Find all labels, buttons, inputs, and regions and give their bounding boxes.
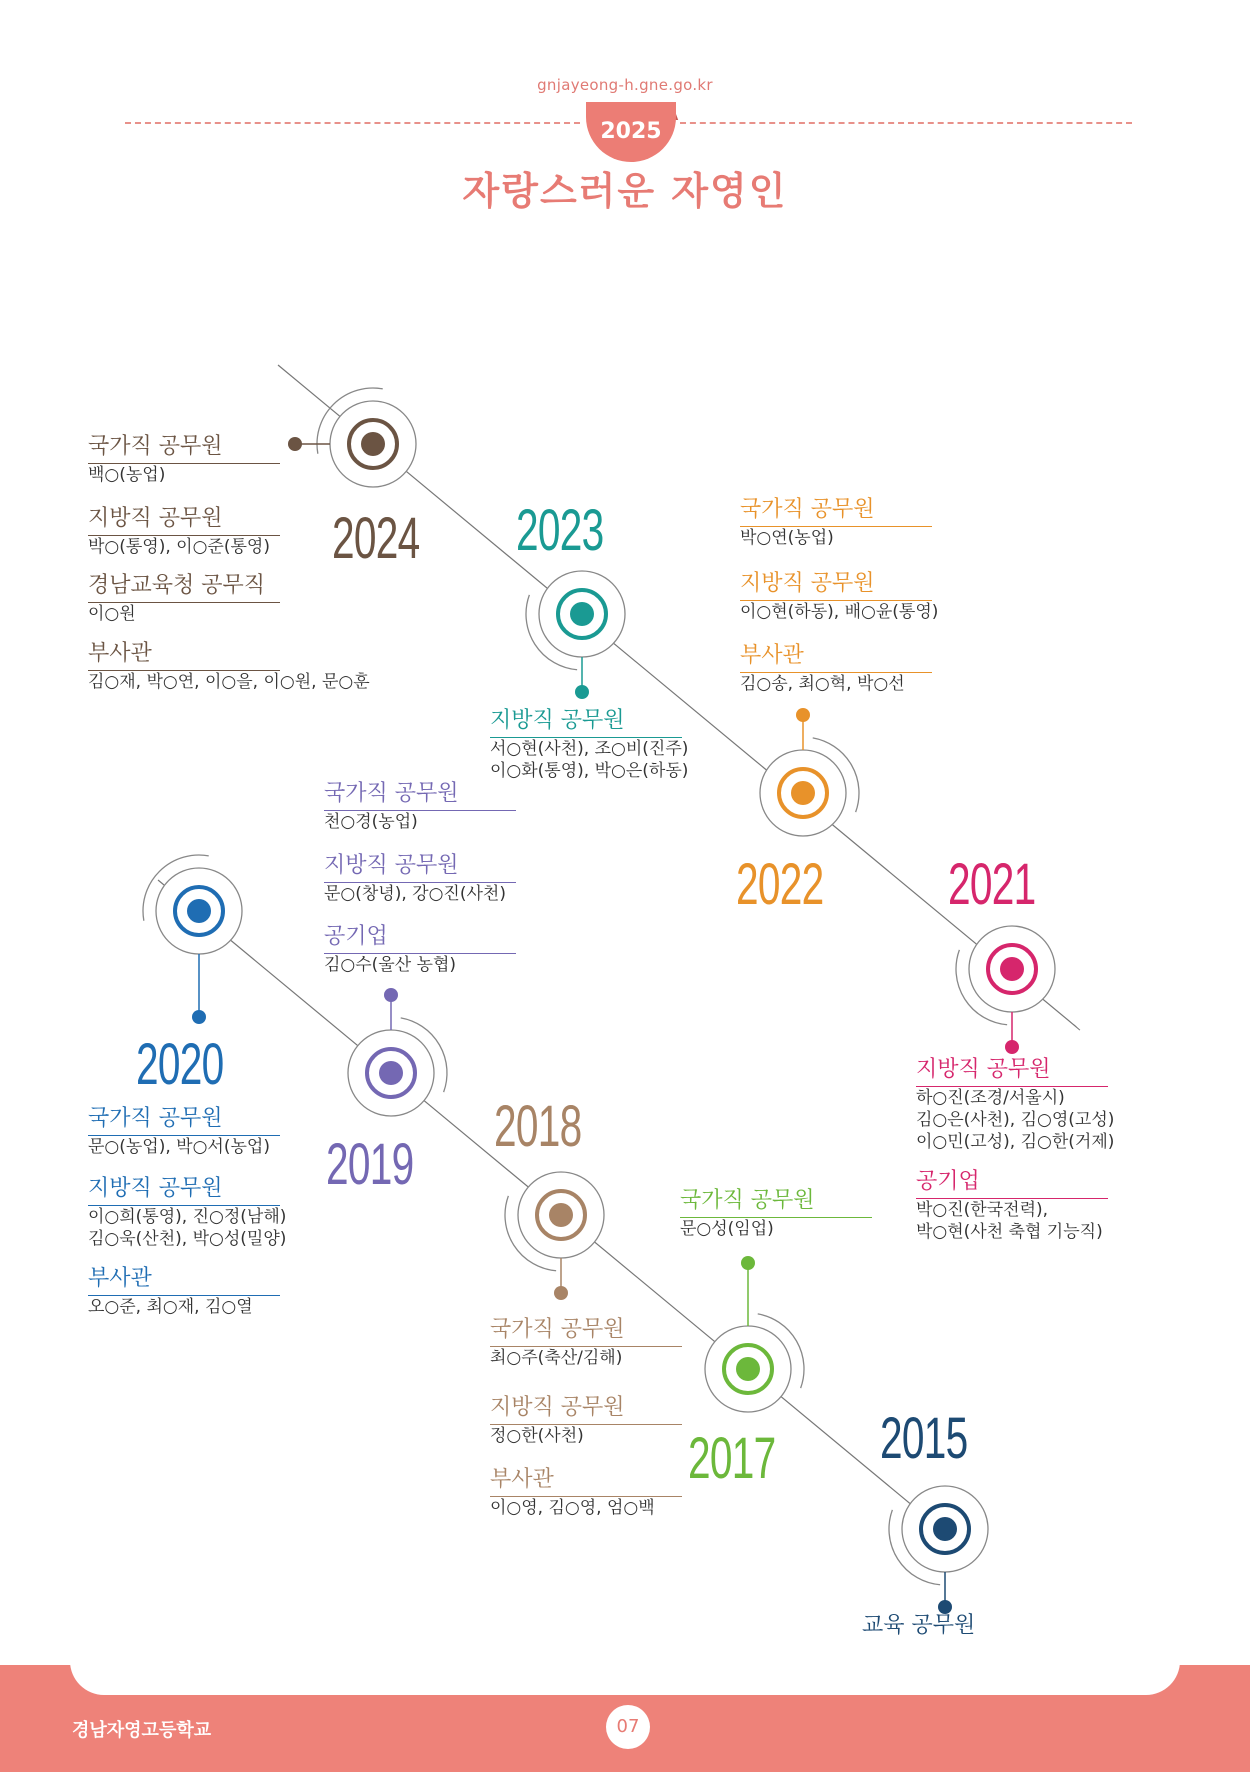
category-heading: 공기업	[324, 923, 516, 954]
name-line: 이○영, 김○영, 엄○백	[490, 1498, 655, 1518]
year-label-2024: 2024	[332, 506, 420, 571]
group-2018-1	[490, 1394, 682, 1447]
group-2021-1	[916, 1168, 1108, 1243]
name-line: 이○희(통영), 진○정(남해)	[88, 1207, 287, 1227]
year-label-2022: 2022	[736, 852, 824, 917]
group-2019-1	[324, 852, 516, 905]
year-label-2020: 2020	[136, 1032, 224, 1097]
name-line: 하○진(조경/서울시)	[916, 1088, 1065, 1108]
group-2019-0	[324, 780, 516, 833]
timeline-node-2015	[889, 1486, 988, 1614]
category-heading: 지방직 공무원	[324, 852, 516, 883]
timeline-node-2022	[760, 708, 859, 836]
page-number: 07	[606, 1705, 650, 1749]
timeline-node-2024	[288, 388, 416, 487]
category-heading: 지방직 공무원	[490, 1394, 682, 1425]
year-badge: 2025	[586, 102, 676, 162]
name-line: 박○진(한국전력),	[916, 1200, 1049, 1220]
group-2022-1	[740, 570, 938, 623]
name-line: 김○은(사천), 김○영(고성)	[916, 1110, 1115, 1130]
category-heading: 지방직 공무원	[740, 570, 932, 601]
group-2020-2	[88, 1265, 280, 1318]
category-heading: 부사관	[88, 1265, 280, 1296]
name-line: 문○(농업), 박○서(농업)	[88, 1137, 270, 1157]
page-title: 자랑스러운 자영인	[462, 169, 788, 213]
group-2022-0	[740, 496, 932, 549]
timeline-node-2017	[705, 1256, 804, 1412]
name-line: 박○연(농업)	[740, 528, 834, 548]
group-2024-0	[88, 433, 280, 486]
year-label-2019: 2019	[326, 1132, 414, 1197]
group-2019-2	[324, 923, 516, 976]
name-line: 천○경(농업)	[324, 812, 418, 832]
footer-curve	[70, 1640, 1180, 1695]
name-line: 박○(통영), 이○준(통영)	[88, 537, 270, 557]
timeline-node-2018	[505, 1172, 604, 1300]
name-line: 이○민(고성), 김○한(거제)	[916, 1132, 1115, 1152]
name-line: 서○현(사천), 조○비(진주)	[490, 739, 689, 759]
category-heading: 지방직 공무원	[88, 505, 280, 536]
category-heading: 지방직 공무원	[88, 1175, 280, 1206]
name-line: 최○주(축산/김해)	[490, 1348, 623, 1368]
group-2023-0	[490, 707, 688, 782]
name-line: 문○(창녕), 강○진(사천)	[324, 884, 506, 904]
category-heading: 경남교육청 공무직	[88, 572, 280, 603]
category-heading: 지방직 공무원	[490, 707, 682, 738]
category-heading: 부사관	[88, 640, 280, 671]
year-label-2015: 2015	[880, 1406, 968, 1471]
category-heading: 부사관	[740, 642, 932, 673]
group-2022-2	[740, 642, 932, 695]
group-2024-3	[88, 640, 370, 693]
category-heading: 국가직 공무원	[490, 1316, 682, 1347]
group-2020-0	[88, 1105, 280, 1158]
category-heading: 부사관	[490, 1466, 682, 1497]
name-line: 이○화(통영), 박○은(하동)	[490, 761, 689, 781]
group-2021-0	[916, 1056, 1114, 1153]
name-line: 오○준, 최○재, 김○열	[88, 1297, 253, 1317]
timeline-node-2021	[956, 926, 1055, 1054]
year-label-2017: 2017	[688, 1426, 776, 1491]
name-line: 이○현(하동), 배○윤(통영)	[740, 602, 939, 622]
name-line: 백○(농업)	[88, 465, 166, 485]
category-heading: 국가직 공무원	[324, 780, 516, 811]
name-line: 이○원	[88, 604, 136, 624]
group-2018-0	[490, 1316, 682, 1369]
year-label-2018: 2018	[494, 1094, 582, 1159]
name-line: 문○성(임업)	[680, 1219, 774, 1239]
category-heading: 국가직 공무원	[680, 1187, 872, 1218]
category-heading: 국가직 공무원	[740, 496, 932, 527]
group-2024-2	[88, 572, 280, 625]
group-2018-2	[490, 1466, 682, 1519]
group-2020-1	[88, 1175, 286, 1250]
name-line: 김○욱(산천), 박○성(밀양)	[88, 1229, 287, 1249]
group-2017-0	[680, 1187, 872, 1240]
name-line: 김○수(울산 농협)	[324, 955, 457, 975]
name-line: 박○현(사천 축협 기능직)	[916, 1222, 1103, 1242]
timeline-node-2023	[526, 571, 625, 699]
year-label-2021: 2021	[948, 852, 1036, 917]
name-line: 김○송, 최○혁, 박○선	[740, 674, 905, 694]
year-label-2023: 2023	[516, 498, 604, 563]
website-url: gnjayeong-h.gne.go.kr	[537, 76, 713, 94]
timeline-node-2019	[348, 988, 447, 1116]
category-heading: 국가직 공무원	[88, 1105, 280, 1136]
category-heading: 공기업	[916, 1168, 1108, 1199]
school-name: 경남자영고등학교	[72, 1720, 212, 1741]
category-heading: 교육 공무원	[862, 1612, 1054, 1643]
name-line: 정○한(사천)	[490, 1426, 584, 1446]
category-heading: 지방직 공무원	[916, 1056, 1108, 1087]
name-line: 김○재, 박○연, 이○을, 이○원, 문○훈	[88, 672, 370, 692]
group-2024-1	[88, 505, 280, 558]
category-heading: 국가직 공무원	[88, 433, 280, 464]
